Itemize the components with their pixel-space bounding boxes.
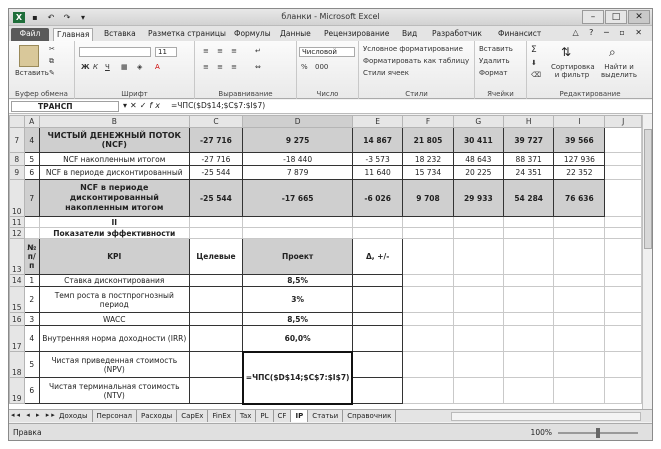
cell[interactable]: [605, 287, 642, 313]
column-header-b[interactable]: B: [39, 116, 189, 128]
cell[interactable]: [453, 275, 503, 287]
paste-icon[interactable]: [19, 45, 39, 67]
cell[interactable]: [189, 352, 243, 378]
cell[interactable]: ЧИСТЫЙ ДЕНЕЖНЫЙ ПОТОК (NCF): [39, 128, 189, 153]
cell[interactable]: [605, 378, 642, 404]
column-header-a[interactable]: A: [24, 116, 39, 128]
align-left-icon[interactable]: ≡ ≡ ≡: [203, 63, 241, 71]
cell[interactable]: 21 805: [403, 128, 453, 153]
group-clipboard: [9, 41, 75, 99]
sheet-tab[interactable]: Статьи: [308, 410, 343, 422]
sheet-tab[interactable]: FinEx: [208, 410, 235, 422]
sheet-tab[interactable]: CF: [274, 410, 292, 422]
cell[interactable]: [453, 326, 503, 352]
cell[interactable]: [554, 326, 605, 352]
excel-window: [8, 8, 653, 441]
font-label: Шрифт: [121, 90, 148, 98]
cell[interactable]: 127 936: [554, 153, 605, 166]
fill-color-icon[interactable]: ◈: [137, 63, 143, 71]
group-editing: [527, 41, 653, 99]
cell[interactable]: 8,5%: [243, 313, 353, 326]
cell[interactable]: [605, 217, 642, 228]
cell[interactable]: Внутренняя норма доходности (IRR): [39, 326, 189, 352]
cell[interactable]: [352, 378, 402, 404]
cell[interactable]: [189, 287, 243, 313]
kpi-header-kpi[interactable]: KPI: [39, 239, 189, 275]
cell[interactable]: 9 275: [243, 128, 353, 153]
horizontal-scrollbar[interactable]: [451, 412, 641, 421]
corner-cell[interactable]: [10, 116, 25, 128]
row-header[interactable]: 7: [10, 128, 25, 153]
cell[interactable]: 20 225: [453, 166, 503, 180]
excel-logo-icon[interactable]: X: [13, 12, 25, 23]
font-color-icon[interactable]: A: [155, 63, 160, 71]
cell[interactable]: NCF накопленным итогом: [39, 153, 189, 166]
column-header-c[interactable]: C: [189, 116, 243, 128]
cell[interactable]: [189, 217, 243, 228]
name-box[interactable]: ТРАНСП: [11, 101, 119, 112]
cell[interactable]: [189, 313, 243, 326]
cell[interactable]: [24, 228, 39, 239]
delete-cells-button[interactable]: Удалить: [479, 57, 510, 65]
thousands-button[interactable]: 000: [315, 63, 329, 71]
cell[interactable]: [605, 180, 642, 217]
cell[interactable]: Чистая приведенная стоимость (NPV): [39, 352, 189, 378]
cell[interactable]: 29 933: [453, 180, 503, 217]
cell[interactable]: [504, 313, 554, 326]
number-format-select[interactable]: Числовой: [299, 47, 355, 57]
maximize-button[interactable]: □: [605, 10, 627, 24]
cell[interactable]: [453, 239, 503, 275]
tab-formulas[interactable]: Формулы: [234, 29, 271, 38]
row-header[interactable]: 10: [10, 180, 25, 217]
row-header[interactable]: 9: [10, 166, 25, 180]
clear-icon[interactable]: ⌫: [531, 71, 541, 79]
cell[interactable]: 11 640: [352, 166, 402, 180]
cell[interactable]: [605, 228, 642, 239]
tab-view[interactable]: Вид: [402, 29, 418, 38]
cell[interactable]: 60,0%: [243, 326, 353, 352]
formula-input[interactable]: =ЧПС($D$14;$C$7:$I$7): [171, 101, 266, 110]
tab-data[interactable]: Данные: [280, 29, 311, 38]
cell[interactable]: [243, 217, 353, 228]
cell[interactable]: [554, 275, 605, 287]
row-header[interactable]: 16: [10, 313, 25, 326]
kpi-header-target[interactable]: Целевые: [189, 239, 243, 275]
cell[interactable]: [504, 228, 554, 239]
cells-label: Ячейки: [487, 90, 514, 98]
cell[interactable]: [504, 239, 554, 275]
cell[interactable]: Ставка дисконтирования: [39, 275, 189, 287]
cell[interactable]: [189, 378, 243, 404]
cell-table: [9, 115, 642, 405]
cell[interactable]: [605, 326, 642, 352]
autosum-button[interactable]: Σ: [531, 45, 537, 55]
copy-icon[interactable]: ⧉: [49, 57, 54, 65]
cell[interactable]: 3%: [243, 287, 353, 313]
cell[interactable]: [403, 287, 453, 313]
tab-file[interactable]: Файл: [11, 28, 49, 41]
cell[interactable]: -25 544: [189, 166, 243, 180]
cell[interactable]: [352, 352, 402, 378]
cell[interactable]: 6: [24, 378, 39, 404]
cell[interactable]: [504, 378, 554, 404]
cell[interactable]: -6 026: [352, 180, 402, 217]
cell[interactable]: [403, 352, 453, 378]
sheet-tab[interactable]: Расходы: [137, 410, 177, 422]
cell[interactable]: -27 716: [189, 153, 243, 166]
column-header-d[interactable]: D: [243, 116, 353, 128]
cell[interactable]: [554, 378, 605, 404]
redo-icon[interactable]: ↷: [63, 13, 71, 22]
cell[interactable]: [352, 326, 402, 352]
cell[interactable]: [453, 378, 503, 404]
cell[interactable]: 3: [24, 313, 39, 326]
cell[interactable]: [403, 378, 453, 404]
row-header[interactable]: 18: [10, 352, 25, 378]
cell[interactable]: 14 867: [352, 128, 402, 153]
scroll-thumb[interactable]: [644, 129, 652, 249]
cell[interactable]: NCF в периоде дисконтированный накопленным итогом: [39, 180, 189, 217]
merge-cells-icon[interactable]: ⇔: [255, 63, 261, 71]
cell[interactable]: [403, 313, 453, 326]
cell[interactable]: 39 566: [554, 128, 605, 153]
save-icon[interactable]: ▪: [32, 13, 38, 22]
zoom-level[interactable]: 100%: [530, 428, 552, 437]
cell[interactable]: [352, 228, 402, 239]
cell[interactable]: [352, 217, 402, 228]
cell[interactable]: -27 716: [189, 128, 243, 153]
cell[interactable]: [189, 228, 243, 239]
undo-icon[interactable]: ↶: [47, 13, 55, 22]
column-header-g[interactable]: G: [453, 116, 503, 128]
cell[interactable]: [605, 153, 642, 166]
format-cells-button[interactable]: Формат: [479, 69, 508, 77]
cell[interactable]: [605, 352, 642, 378]
wrap-text-icon[interactable]: ↵: [255, 47, 261, 55]
cell[interactable]: [352, 313, 402, 326]
insert-cells-button[interactable]: Вставить: [479, 45, 513, 53]
clipboard-label: Буфер обмена: [15, 90, 68, 98]
cell[interactable]: [554, 239, 605, 275]
kpi-header-project[interactable]: Проект: [243, 239, 353, 275]
cell[interactable]: [403, 326, 453, 352]
column-header-e[interactable]: E: [352, 116, 402, 128]
editing-label: Редактирование: [559, 90, 621, 98]
italic-button[interactable]: К: [93, 63, 98, 71]
column-header-j[interactable]: J: [605, 116, 642, 128]
section-number[interactable]: II: [39, 217, 189, 228]
cell[interactable]: 30 411: [453, 128, 503, 153]
styles-label: Стили: [405, 90, 428, 98]
cell[interactable]: [605, 275, 642, 287]
sheet-tab[interactable]: Персонал: [93, 410, 138, 422]
sheet-nav-arrows-icon[interactable]: ◂◂ ◂ ▸ ▸▸: [11, 411, 57, 419]
fill-icon[interactable]: ⬇: [531, 59, 537, 67]
cell[interactable]: [403, 228, 453, 239]
format-as-table-button[interactable]: Форматировать как таблицу: [363, 57, 470, 65]
row-header[interactable]: 14: [10, 275, 25, 287]
conditional-formatting-button[interactable]: Условное форматирование: [363, 45, 463, 53]
title-bar: [9, 9, 652, 26]
sheet-tab-bar: [9, 409, 652, 422]
kpi-header-delta[interactable]: Δ, +/-: [352, 239, 402, 275]
row-header[interactable]: 15: [10, 287, 25, 313]
cell[interactable]: 88 371: [504, 153, 554, 166]
cell-styles-button[interactable]: Стили ячеек: [363, 69, 409, 77]
cell[interactable]: 18 232: [403, 153, 453, 166]
sort-filter-icon[interactable]: ⇅: [561, 45, 572, 59]
fx-icon[interactable]: fx: [149, 101, 163, 110]
cell[interactable]: [605, 128, 642, 153]
cell[interactable]: 6: [24, 166, 39, 180]
cell[interactable]: [554, 352, 605, 378]
tab-insert[interactable]: Вставка: [104, 29, 136, 38]
bold-button[interactable]: Ж: [81, 63, 90, 71]
cell[interactable]: [453, 228, 503, 239]
font-size-field[interactable]: 11: [155, 47, 177, 57]
sort-filter-button[interactable]: Сортировка и фильтр: [551, 63, 595, 79]
row-header[interactable]: 11: [10, 217, 25, 228]
cell[interactable]: [453, 313, 503, 326]
cell[interactable]: [352, 287, 402, 313]
tab-review[interactable]: Рецензирование: [324, 29, 390, 38]
ribbon: [9, 41, 652, 99]
row-header[interactable]: 19: [10, 378, 25, 404]
cell[interactable]: [453, 217, 503, 228]
formula-bar: [9, 100, 652, 114]
tab-finansist[interactable]: Финансист: [498, 29, 542, 38]
find-select-icon[interactable]: ⌕: [609, 45, 616, 59]
cell[interactable]: WACC: [39, 313, 189, 326]
font-name-field[interactable]: [79, 47, 151, 57]
tab-developer[interactable]: Разработчик: [432, 29, 482, 38]
cell[interactable]: [189, 275, 243, 287]
group-font: [75, 41, 195, 99]
cell[interactable]: -17 665: [243, 180, 353, 217]
cell[interactable]: [403, 217, 453, 228]
cell[interactable]: 15 734: [403, 166, 453, 180]
cell[interactable]: [504, 287, 554, 313]
help-icon[interactable]: △ ? ─ ▫ ✕: [572, 28, 646, 37]
cell[interactable]: -3 573: [352, 153, 402, 166]
alignment-label: Выравнивание: [218, 90, 273, 98]
cell[interactable]: [504, 275, 554, 287]
cell[interactable]: [243, 228, 353, 239]
cell[interactable]: Чистая терминальная стоимость (NTV): [39, 378, 189, 404]
cell[interactable]: 5: [24, 153, 39, 166]
column-header-f[interactable]: F: [403, 116, 453, 128]
vertical-scrollbar[interactable]: [642, 115, 653, 409]
cell[interactable]: 9 708: [403, 180, 453, 217]
close-button[interactable]: ✕: [628, 10, 650, 24]
group-number: [297, 41, 359, 99]
status-text: Правка: [13, 428, 42, 437]
cell[interactable]: 4: [24, 326, 39, 352]
cell[interactable]: [504, 326, 554, 352]
cell[interactable]: [554, 228, 605, 239]
borders-icon[interactable]: ▦: [121, 63, 128, 71]
dropdown-icon[interactable]: ▾: [123, 101, 131, 110]
row-header[interactable]: 8: [10, 153, 25, 166]
cancel-icon[interactable]: ✕: [130, 101, 140, 110]
cell[interactable]: [554, 313, 605, 326]
group-styles: [359, 41, 475, 99]
cell[interactable]: [403, 275, 453, 287]
sheet-tab[interactable]: CapEx: [177, 410, 208, 422]
cell[interactable]: [605, 239, 642, 275]
formula-buttons: [123, 101, 163, 110]
group-alignment: [195, 41, 297, 99]
cell[interactable]: 2: [24, 287, 39, 313]
cell[interactable]: -18 440: [243, 153, 353, 166]
sheet-tab[interactable]: Tax: [236, 410, 257, 422]
cell[interactable]: [403, 239, 453, 275]
cell[interactable]: 48 643: [453, 153, 503, 166]
cell[interactable]: -25 544: [189, 180, 243, 217]
tab-home[interactable]: Главная: [53, 28, 93, 41]
cut-icon[interactable]: ✂: [49, 45, 55, 53]
spreadsheet-grid[interactable]: [9, 115, 642, 409]
cell[interactable]: 54 284: [504, 180, 554, 217]
cell[interactable]: [605, 166, 642, 180]
cell[interactable]: Темп роста в постпрогнозный период: [39, 287, 189, 313]
ribbon-tabs: [9, 26, 652, 41]
find-select-button[interactable]: Найти и выделить: [600, 63, 638, 79]
sheet-tabs: [55, 410, 396, 422]
active-cell[interactable]: =ЧПС($D$14;$C$7:$I$7): [243, 352, 353, 404]
minimize-button[interactable]: –: [582, 10, 604, 24]
cell[interactable]: [554, 287, 605, 313]
row-header[interactable]: 12: [10, 228, 25, 239]
cell[interactable]: 22 352: [554, 166, 605, 180]
cell[interactable]: 8,5%: [243, 275, 353, 287]
sheet-tab[interactable]: Справочник: [343, 410, 396, 422]
cell[interactable]: [605, 313, 642, 326]
cell[interactable]: NCF в периоде дисконтированный: [39, 166, 189, 180]
cell[interactable]: [453, 287, 503, 313]
cell[interactable]: [352, 275, 402, 287]
sheet-tab-active[interactable]: IP: [291, 410, 308, 422]
section-title[interactable]: Показатели эффективности: [39, 228, 189, 239]
format-painter-icon[interactable]: ✎: [49, 69, 55, 77]
cell[interactable]: [504, 217, 554, 228]
cell[interactable]: 4: [24, 128, 39, 153]
customize-icon[interactable]: ▾: [80, 13, 85, 22]
paste-button[interactable]: Вставить: [15, 69, 49, 77]
cell[interactable]: 7 879: [243, 166, 353, 180]
enter-icon[interactable]: ✓: [139, 101, 150, 110]
cell[interactable]: [24, 217, 39, 228]
cell[interactable]: 39 727: [504, 128, 554, 153]
cell[interactable]: [453, 352, 503, 378]
percent-button[interactable]: %: [301, 63, 308, 71]
align-top-icon[interactable]: ≡ ≡ ≡: [203, 47, 241, 55]
cell[interactable]: [189, 326, 243, 352]
cell[interactable]: 7: [24, 180, 39, 217]
cell[interactable]: [504, 352, 554, 378]
group-cells: [475, 41, 527, 99]
row-header[interactable]: 17: [10, 326, 25, 352]
column-header-h[interactable]: H: [504, 116, 554, 128]
status-bar: [9, 423, 652, 441]
cell[interactable]: 5: [24, 352, 39, 378]
sheet-tab[interactable]: PL: [256, 410, 273, 422]
sheet-tab[interactable]: Доходы: [55, 410, 93, 422]
tab-page-layout[interactable]: Разметка страницы: [148, 29, 226, 38]
zoom-slider-knob[interactable]: [596, 428, 600, 438]
row-header[interactable]: 13: [10, 239, 25, 275]
cell[interactable]: 1: [24, 275, 39, 287]
underline-button[interactable]: Ч: [105, 63, 110, 71]
cell[interactable]: 76 636: [554, 180, 605, 217]
window-title: бланки - Microsoft Excel: [281, 12, 380, 21]
cell[interactable]: [554, 217, 605, 228]
kpi-header-num[interactable]: № п/п: [24, 239, 39, 275]
column-header-i[interactable]: I: [554, 116, 605, 128]
cell[interactable]: 24 351: [504, 166, 554, 180]
number-label: Число: [316, 90, 339, 98]
